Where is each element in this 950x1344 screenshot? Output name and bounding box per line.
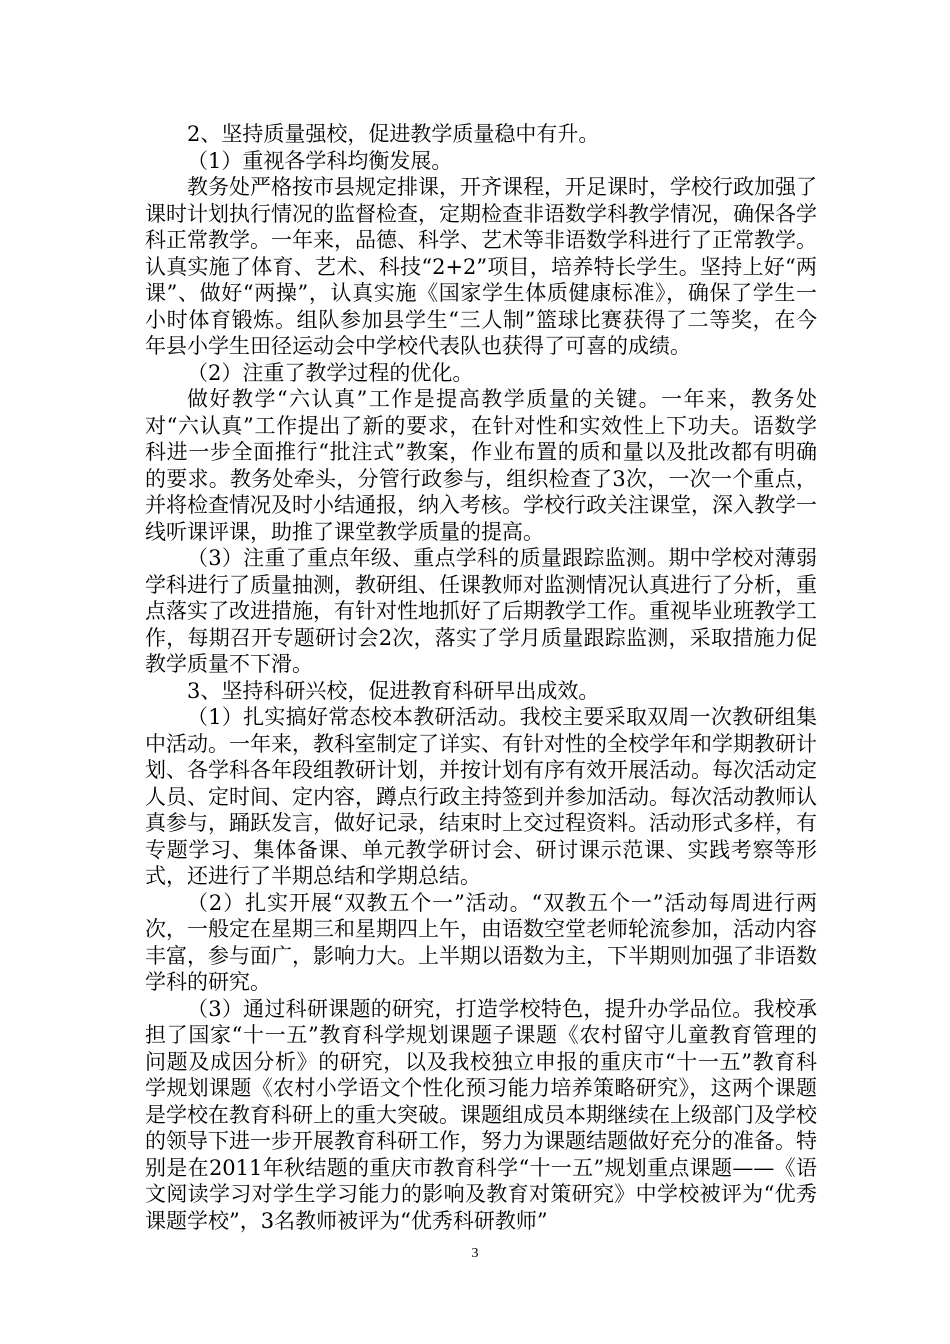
section-heading-research: 3、坚持科研兴校，促进教育科研早出成效。 (187, 678, 600, 703)
paragraph-quality-monitoring: （3）注重了重点年级、重点学科的质量跟踪监测。期中学校对薄弱学科进行了质量抽测，教研组、任课教师对监测情况认真进行了分析，重点落实了改进措施，有针对性地抓好了后期教学工作。重视毕业班教学工作，每期召开专题研讨会2次，落实了学月质量跟踪监测，采取措施力促教学质量不下滑。 (145, 546, 817, 676)
subheading-balanced-development: （1）重视各学科均衡发展。 (187, 148, 453, 173)
paragraph-balanced-development: 教务处严格按市县规定排课，开齐课程，开足课时，学校行政加强了课时计划执行情况的监督检查，定期检查非语数学科教学情况，确保各学科正常教学。一年来，品德、科学、艺术等非语数学科进行了正常教学。认真实施了体育、艺术、科技“2+2”项目，培养特长学生。坚持上好“两课”、做好“两操”，认真实施《国家学生体质健康标准》，确保了学生一小时体育锻炼。组队参加县学生“三人制”篮球比赛获得了二等奖，在今年县小学生田径运动会中学校代表队也获得了可喜的成绩。 (145, 175, 817, 358)
paragraph-process-optimization: 做好教学“六认真”工作是提高教学质量的关键。一年来，教务处对“六认真”工作提出了新的要求，在针对性和实效性上下功夫。语数学科进一步全面推行“批注式”教案，作业布置的质和量以及批改都有明确的要求。教务处牵头，分管行政参与，组织检查了3次，一次一个重点，并将检查情况及时小结通报，纳入考核。学校行政关注课堂，深入教学一线听课评课，助推了课堂教学质量的提高。 (145, 387, 817, 544)
page-number: 3 (471, 1246, 479, 1261)
paragraph-school-based-research: （1）扎实搞好常态校本教研活动。我校主要采取双周一次教研组集中活动。一年来，教科室制定了详实、有针对性的全校学年和学期教研计划、各学科各年段组教研计划，并按计划有序有效开展活动。每次活动定人员、定时间、定内容，蹲点行政主持签到并参加活动。每次活动教师认真参与，踊跃发言，做好记录，结束时上交过程资料。活动形式多样，有专题学习、集体备课、单元教学研讨会、研讨课示范课、实践考察等形式，还进行了半期总结和学期总结。 (145, 705, 817, 888)
section-heading-quality: 2、坚持质量强校，促进教学质量稳中有升。 (187, 122, 600, 146)
document-body (145, 121, 817, 1234)
subheading-process-optimization: （2）注重了教学过程的优化。 (187, 360, 474, 385)
paragraph-double-teaching: （2）扎实开展“双教五个一”活动。“双教五个一”活动每周进行两次，一般定在星期三和星期四上午，由语数空堂老师轮流参加，活动内容丰富，参与面广，影响力大。上半期以语数为主，下半期则加强了非语数学科的研究。 (145, 890, 817, 994)
paragraph-research-projects: （3）通过科研课题的研究，打造学校特色，提升办学品位。我校承担了国家“十一五”教育科学规划课题子课题《农村留守儿童教育管理的问题及成因分析》的研究，以及我校独立申报的重庆市“十一五”教育科学规划课题《农村小学语文个性化预习能力培养策略研究》，这两个课题是学校在教育科研上的重大突破。课题组成员本期继续在上级部门及学校的领导下进一步开展教育科研工作，努力为课题结题做好充分的准备。特别是在2011年秋结题的重庆市教育科学“十一五”规划重点课题——《语文阅读学习对学生学习能力的影响及教育对策研究》中学校被评为“优秀课题学校”，3名教师被评为“优秀科研教师” (145, 996, 817, 1233)
